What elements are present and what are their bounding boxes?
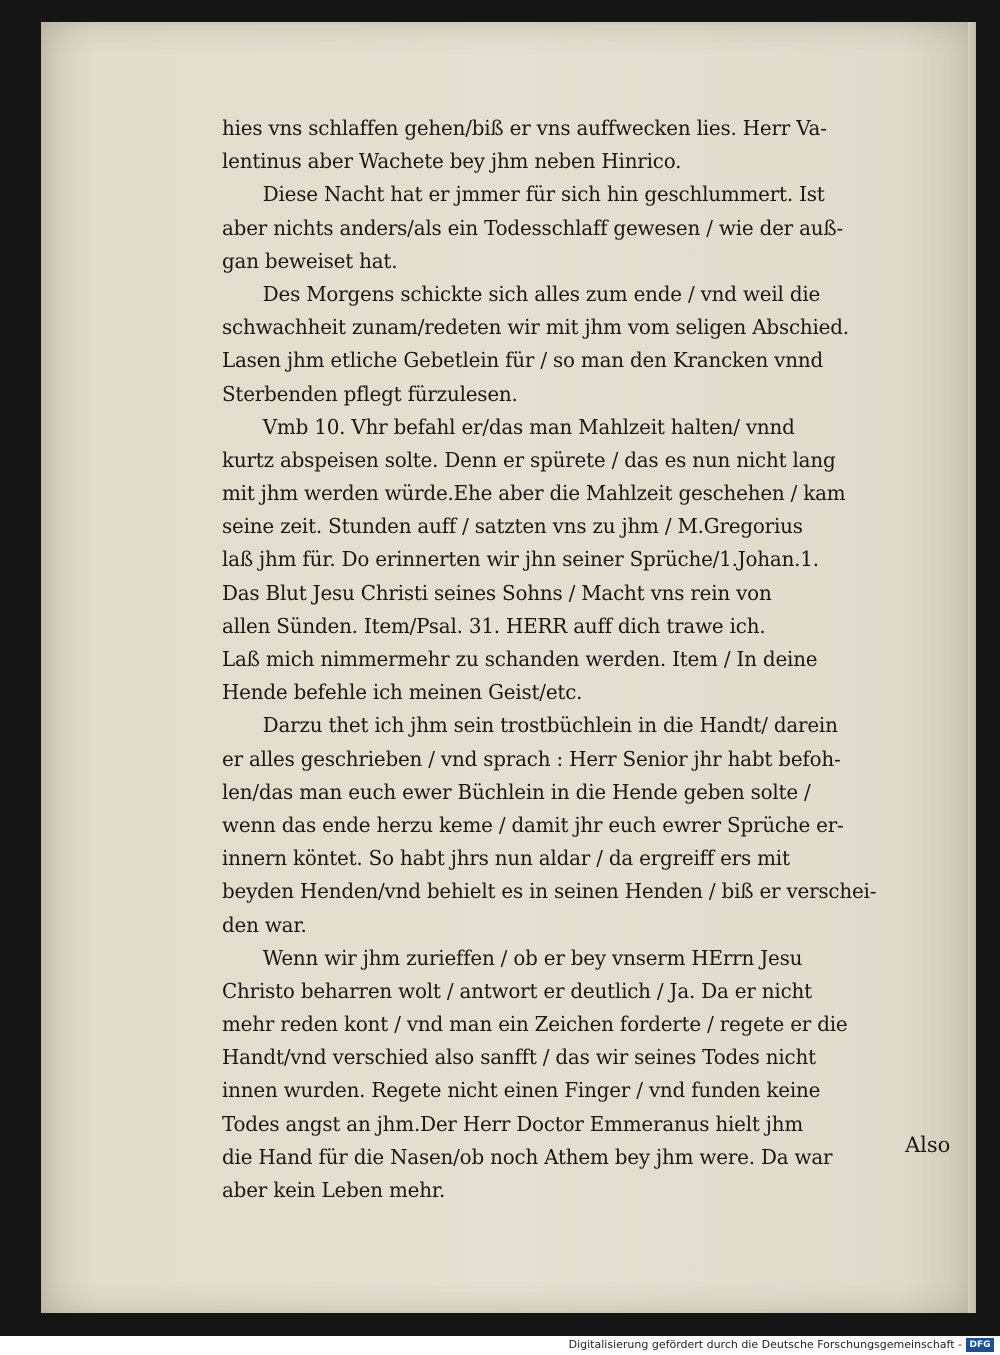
text-line: gan beweiset hat. — [222, 248, 398, 273]
text-line: allen Sünden. Item/Psal. 31. HERR auff dich trawe ich. — [222, 613, 766, 638]
text-line: Das Blut Jesu Christi seines Sohns / Macht vns rein von — [222, 580, 772, 605]
text-line: lentinus aber Wachete bey jhm neben Hinrico. — [222, 149, 682, 174]
text-line: kurtz abspeisen solte. Denn er spürete / das es nun nicht lang — [222, 447, 836, 472]
text-line: wenn das ende herzu keme / damit jhr euch ewrer Sprüche er- — [222, 812, 844, 837]
text-line: beyden Henden/vnd behielt es in seinen Henden / biß er verschei- — [222, 879, 877, 904]
text-line: Christo beharren wolt / antwort er deutlich / Ja. Da er nicht — [222, 978, 812, 1003]
text-line: Darzu thet ich jhm sein trostbüchlein in die Handt/ darein — [262, 713, 838, 738]
text-line: die Hand für die Nasen/ob noch Athem bey jhm were. Da war — [222, 1144, 833, 1169]
text-line: Wenn wir jhm zurieffen / ob er bey vnserm HErrn Jesu — [262, 945, 803, 970]
catchword: Also — [905, 1133, 951, 1157]
text-line: Lasen jhm etliche Gebetlein für / so man den Krancken vnnd — [222, 348, 823, 373]
text-line: mit jhm werden würde.Ehe aber die Mahlzeit geschehen / kam — [222, 481, 846, 506]
page-edge — [968, 22, 976, 1313]
text-line: Vmb 10. Vhr befahl er/das man Mahlzeit halten/ vnnd — [262, 414, 795, 439]
text-line: Laß mich nimmermehr zu schanden werden. Item / In deine — [222, 647, 818, 671]
text-line: aber nichts anders/als ein Todesschlaff gewesen / wie der auß- — [222, 215, 844, 240]
page-text — [222, 112, 967, 1207]
text-line: schwachheit zunam/redeten wir mit jhm vom seligen Abschied. — [222, 315, 849, 340]
text-line: Hende befehle ich meinen Geist/etc. — [222, 680, 583, 705]
text-line: laß jhm für. Do erinnerten wir jhn seiner Sprüche/1.Johan.1. — [222, 547, 819, 572]
text-line: Handt/vnd verschied also sanfft / das wir seines Todes nicht — [222, 1045, 816, 1070]
text-line: innern köntet. So habt jhrs nun aldar / da ergreiff ers mit — [222, 846, 790, 871]
text-line: Sterbenden pflegt fürzulesen. — [222, 381, 518, 406]
funding-credit: Digitalisierung gefördert durch die Deutsche Forschungsgemeinschaft - — [568, 1338, 962, 1351]
text-line: seine zeit. Stunden auff / satzten vns zu jhm / M.Gregorius — [222, 514, 803, 539]
text-line: hies vns schlaffen gehen/biß er vns auffwecken lies. Herr Va- — [222, 116, 827, 140]
text-line: Des Morgens schickte sich alles zum ende / vnd weil die — [262, 281, 821, 306]
text-line: Diese Nacht hat er jmmer für sich hin geschlummert. Ist — [262, 182, 825, 207]
text-line: innen wurden. Regete nicht einen Finger / vnd funden keine — [222, 1078, 821, 1103]
text-line: len/das man euch ewer Büchlein in die Hende geben solte / — [222, 779, 811, 804]
text-line: er alles geschrieben / vnd sprach : Herr Senior jhr habt befoh- — [222, 746, 841, 771]
dfg-logo: DFG — [966, 1338, 994, 1352]
text-line: mehr reden kont / vnd man ein Zeichen forderte / regete er die — [222, 1012, 848, 1037]
text-line: aber kein Leben mehr. — [222, 1178, 446, 1202]
footer-bar — [0, 1336, 1000, 1355]
text-line: Todes angst an jhm.Der Herr Doctor Emmeranus hielt jhm — [222, 1111, 804, 1136]
text-line: den war. — [222, 912, 307, 937]
